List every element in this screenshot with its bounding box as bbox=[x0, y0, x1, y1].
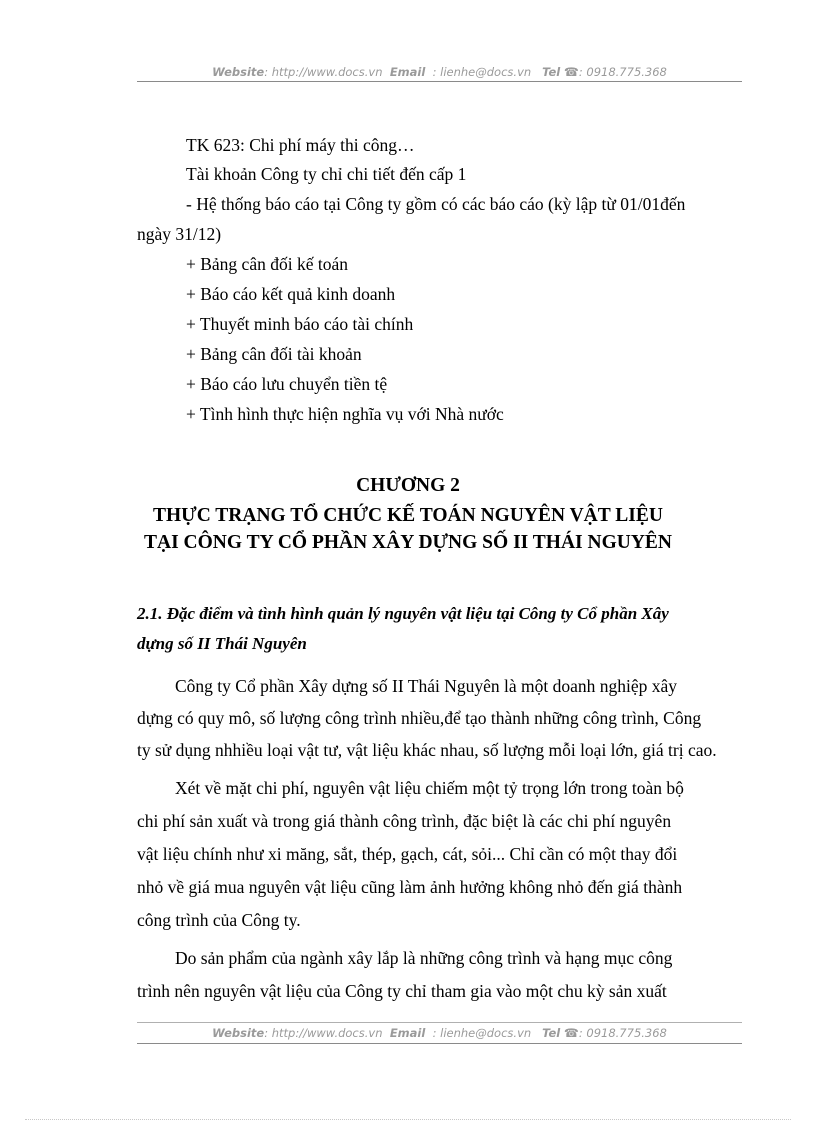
page-header bbox=[137, 65, 742, 79]
footer-email-label: Email bbox=[389, 1026, 426, 1040]
intro-line-1: TK 623: Chi phí máy thi công… bbox=[186, 135, 415, 155]
header-website-label: Website bbox=[212, 65, 265, 79]
header-email-label: Email bbox=[389, 65, 426, 79]
list-item: + Tình hình thực hiện nghĩa vụ với Nhà nước bbox=[186, 404, 504, 424]
footer-website-label: Website bbox=[212, 1026, 265, 1040]
footer-website-value: : http://www.docs.vn bbox=[264, 1026, 383, 1040]
header-rule bbox=[137, 81, 742, 82]
footer-rule bbox=[137, 1043, 742, 1044]
footer-top-rule bbox=[137, 1022, 742, 1023]
paragraph-2-line: nhỏ về giá mua nguyên vật liệu cũng làm ảnh hưởng không nhỏ đến giá thành bbox=[137, 877, 683, 897]
header-tel-value: : 0918.775.368 bbox=[578, 65, 667, 79]
chapter-title-line-1: THỰC TRẠNG TỔ CHỨC KẾ TOÁN NGUYÊN VẬT LIỆU bbox=[153, 505, 663, 526]
page-edge-divider bbox=[25, 1119, 791, 1120]
intro-line-3: - Hệ thống báo cáo tại Công ty gồm có các báo cáo (kỳ lập từ 01/01đến bbox=[186, 194, 686, 214]
list-item: + Báo cáo kết quả kinh doanh bbox=[186, 284, 396, 304]
paragraph-2-line: chi phí sản xuất và trong giá thành công trình, đặc biệt là các chi phí nguyên bbox=[137, 811, 672, 831]
intro-line-2: Tài khoản Công ty chỉ chi tiết đến cấp 1 bbox=[186, 164, 467, 184]
chapter-number: CHƯƠNG 2 bbox=[356, 475, 460, 496]
page-footer bbox=[137, 1026, 742, 1040]
list-item: + Bảng cân đối tài khoản bbox=[186, 344, 362, 364]
paragraph-1-line: ty sử dụng nhhiều loại vật tư, vật liệu khác nhau, số lượng mỗi loại lớn, giá trị cao. bbox=[137, 740, 717, 760]
list-item: + Thuyết minh báo cáo tài chính bbox=[186, 314, 414, 334]
paragraph-1-line: Công ty Cổ phần Xây dựng số II Thái Nguyên là một doanh nghiệp xây bbox=[175, 676, 678, 696]
list-item: + Báo cáo lưu chuyển tiền tệ bbox=[186, 374, 388, 394]
header-tel-label: Tel bbox=[542, 65, 561, 79]
section-title-line-2: dựng số II Thái Nguyên bbox=[137, 634, 307, 653]
paragraph-1-line: dựng có quy mô, số lượng công trình nhiều,để tạo thành những công trình, Công bbox=[137, 708, 702, 728]
footer-email-value: : lienhe@docs.vn bbox=[432, 1026, 532, 1040]
paragraph-2-line: Xét về mặt chi phí, nguyên vật liệu chiếm một tỷ trọng lớn trong toàn bộ bbox=[175, 778, 684, 798]
phone-icon: ☎ bbox=[563, 1026, 579, 1040]
list-item: + Bảng cân đối kế toán bbox=[186, 254, 348, 274]
phone-icon: ☎ bbox=[563, 65, 579, 79]
header-email-value: : lienhe@docs.vn bbox=[432, 65, 532, 79]
intro-line-4: ngày 31/12) bbox=[137, 224, 222, 244]
section-title-line-1: 2.1. Đặc điểm và tình hình quản lý nguyên vật liệu tại Công ty Cổ phần Xây bbox=[137, 604, 669, 623]
paragraph-3-line: trình nên nguyên vật liệu của Công ty chỉ tham gia vào một chu kỳ sản xuất bbox=[137, 981, 667, 1001]
chapter-title-line-2: TẠI CÔNG TY CỔ PHẦN XÂY DỰNG SỐ II THÁI NGUYÊN bbox=[144, 532, 672, 553]
paragraph-2-line: vật liệu chính như xi măng, sắt, thép, gạch, cát, sỏi... Chỉ cần có một thay đổi bbox=[137, 844, 678, 864]
footer-tel-value: : 0918.775.368 bbox=[578, 1026, 667, 1040]
paragraph-2-line: công trình của Công ty. bbox=[137, 910, 301, 930]
footer-tel-label: Tel bbox=[542, 1026, 561, 1040]
paragraph-3-line: Do sản phẩm của ngành xây lắp là những công trình và hạng mục công bbox=[175, 948, 673, 968]
header-website-value: : http://www.docs.vn bbox=[264, 65, 383, 79]
